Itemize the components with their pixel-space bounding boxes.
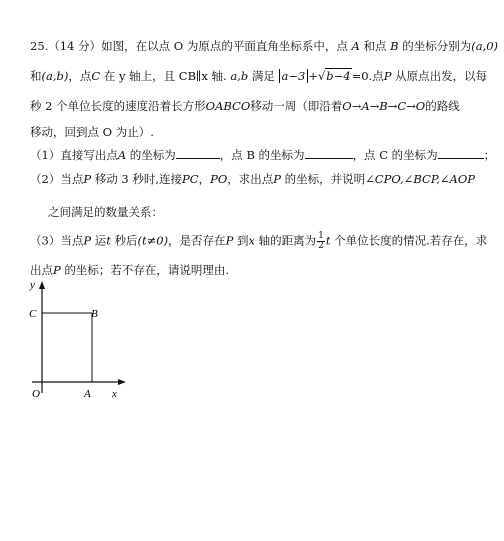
var-P: P — [83, 233, 92, 248]
question-text: 秒后 — [114, 233, 138, 248]
problem-text: ，点 — [68, 69, 92, 83]
question-text: 运 — [94, 233, 107, 248]
problem-line-4 — [30, 124, 154, 140]
route-path: O→A→B→C→O — [342, 99, 426, 113]
var-P: P — [383, 69, 392, 83]
problem-text: 的路线 — [425, 99, 460, 113]
problem-line-2: 和(a,b)，点C 在 y 轴上，且 CB∥x 轴. a,b 满足 a−3 +√b−4=0.点P 从原点出发，以每 — [30, 69, 488, 83]
problem-line-3 — [30, 98, 460, 114]
var-P: P — [83, 172, 92, 186]
question-3 — [30, 232, 487, 251]
answer-blank-c[interactable] — [438, 146, 484, 159]
problem-number: 25. — [30, 39, 49, 53]
question-1 — [30, 146, 495, 163]
origin-label: O — [32, 388, 40, 400]
problem-text: 如图，在以点 O 为原点的平面直角坐标系中，点 — [101, 39, 348, 53]
problem-line-1 — [30, 38, 498, 54]
question-text: （1）直接写出点 — [30, 148, 118, 162]
question-text: ，点 B 的坐标为 — [219, 148, 305, 162]
question-text: 到 — [236, 233, 249, 248]
problem-text: 秒 2 个单位长度的速度沿着长方形 — [30, 99, 206, 113]
plus-sign: + — [308, 69, 318, 83]
point-B-label: B — [91, 308, 98, 320]
question-text: 出点 — [30, 263, 53, 277]
question-text: 轴的距离为 — [258, 233, 317, 248]
y-axis-label: y — [30, 279, 35, 291]
coord-a0: (a,0) — [471, 39, 499, 53]
var-x: x — [248, 233, 255, 248]
fraction-half — [317, 232, 325, 251]
coordinate-figure — [24, 278, 144, 408]
question-text: 之间满足的数量关系： — [48, 205, 163, 219]
segment-PO: PO — [210, 172, 228, 186]
fraction-numerator: 1 — [318, 231, 324, 241]
var-C: C — [91, 69, 101, 83]
answer-blank-b[interactable] — [305, 146, 353, 159]
fraction-denominator: 2 — [318, 241, 324, 251]
question-3-cont — [30, 262, 229, 278]
question-text: ； — [483, 148, 496, 162]
question-text: ，点 C 的坐标为 — [352, 148, 438, 162]
angles: ∠CPO,∠BCP,∠AOP — [365, 172, 476, 186]
x-axis-label: x — [112, 388, 117, 400]
question-text: ，是否存在 — [168, 233, 226, 248]
var-B: B — [390, 39, 399, 53]
question-text: 的坐标，并说明 — [284, 172, 366, 186]
question-text: （2）当点 — [30, 172, 84, 186]
problem-text: 移动，回到点 O 为止）. — [30, 125, 154, 139]
problem-text: 的坐标分别为 — [402, 39, 472, 53]
condition-t: (t≠0) — [137, 233, 169, 248]
question-text: 的坐标；若不存在，请说明理由. — [64, 263, 230, 277]
var-ab: a,b — [230, 69, 249, 83]
var-A: A — [351, 39, 360, 53]
problem-text: 满足 — [251, 69, 275, 83]
var-t: t — [106, 233, 111, 248]
question-2-cont — [48, 204, 163, 220]
problem-text: 和点 — [363, 39, 387, 53]
question-text: 个单位长度的情况.若存在，求 — [334, 233, 488, 248]
problem-points: （14 分） — [48, 39, 102, 53]
equals-zero: =0. — [351, 69, 373, 83]
question-text: ，求出点 — [227, 172, 274, 186]
question-text: 移动 3 秒时,连接 — [94, 172, 183, 186]
var-P: P — [273, 172, 281, 186]
abs-expression: a−3 — [279, 69, 309, 83]
var-P: P — [225, 233, 234, 248]
question-text: ， — [198, 172, 211, 186]
problem-text: 和 — [30, 69, 42, 83]
answer-blank-a[interactable] — [176, 146, 220, 159]
segment-PC: PC — [182, 172, 199, 186]
problem-text: 在 y 轴上，且 CB∥x 轴. — [103, 69, 227, 83]
question-2 — [30, 171, 475, 187]
point-C-label: C — [29, 308, 37, 320]
problem-text: 移动一周（即沿着 — [250, 99, 343, 113]
question-text: 的坐标为 — [129, 148, 176, 162]
problem-text: 点 — [372, 69, 384, 83]
problem-text: 从原点出发，以每 — [395, 69, 488, 83]
rect-name: OABCO — [205, 99, 251, 113]
coord-ab: (a,b) — [41, 69, 69, 83]
point-A-label: A — [84, 388, 91, 400]
var-P: P — [53, 263, 61, 277]
question-text: （3）当点 — [30, 233, 84, 248]
sqrt-expression: b−4 — [326, 69, 351, 83]
var-t: t — [325, 233, 331, 248]
y-axis-arrow — [39, 281, 45, 289]
x-axis-arrow — [118, 379, 126, 385]
var-A: A — [117, 148, 127, 162]
